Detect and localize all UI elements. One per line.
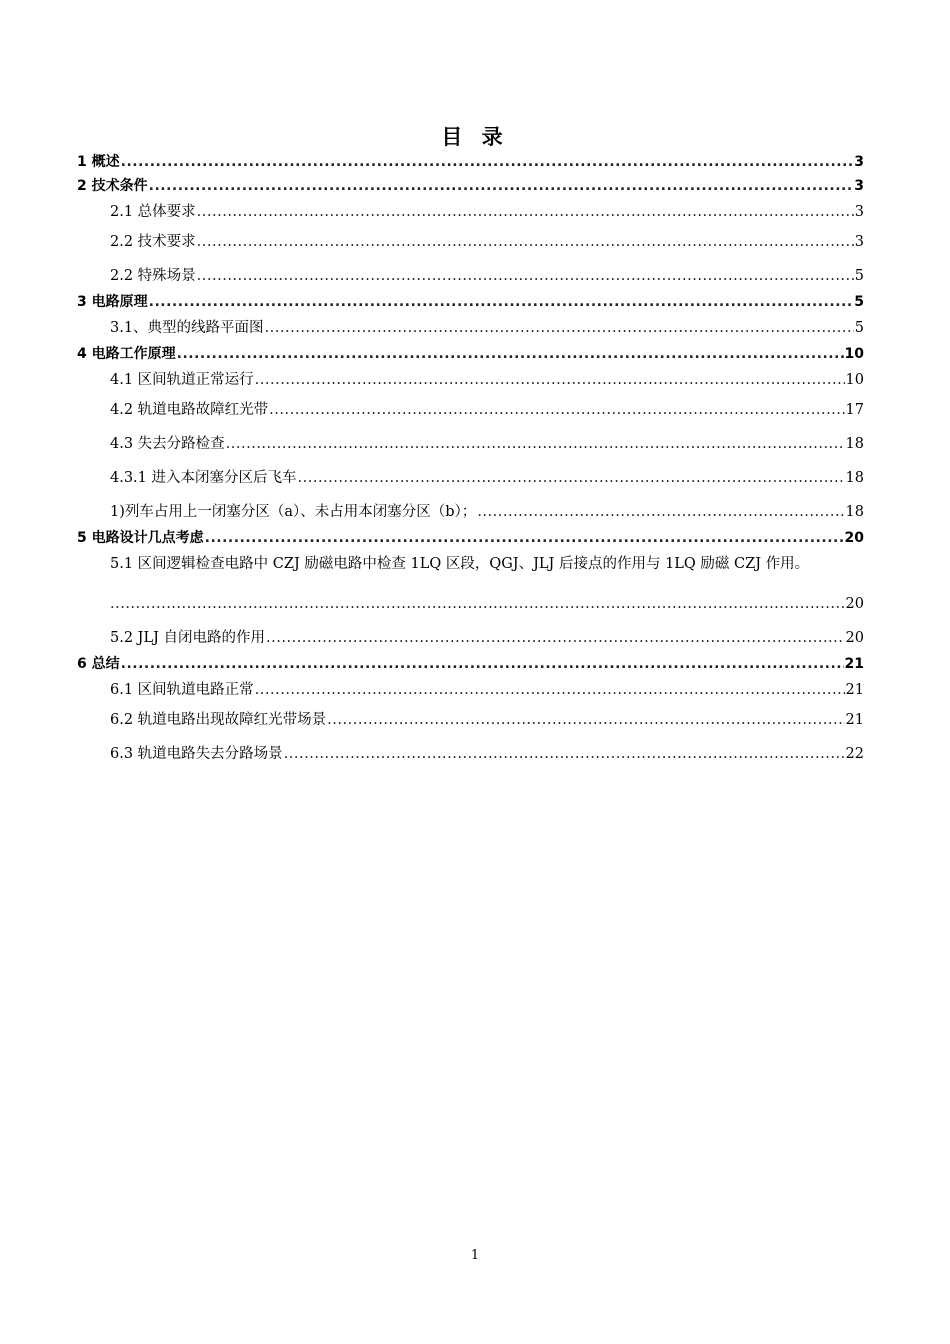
toc-entry-label: 6 总结 (77, 656, 120, 672)
dot-leader (110, 584, 845, 624)
toc-entry-label: 5.1 区间逻辑检查电路中 CZJ 励磁电路中检查 1LQ 区段，QGJ、JLJ 后接点的作用与 1LQ 励磁 CZJ 作用。 (110, 556, 810, 572)
toc-entry-4-3-1-case1[interactable] (77, 498, 864, 526)
toc-entry-6-3[interactable] (77, 740, 864, 774)
toc-entry-page: 20 (845, 596, 864, 612)
dot-leader (197, 228, 854, 256)
toc-entry-page: 3 (854, 178, 864, 194)
toc-entry-3-1[interactable] (77, 314, 864, 342)
dot-leader (149, 174, 854, 198)
toc-entry-page: 21 (844, 656, 864, 672)
toc-entry-page: 21 (845, 682, 864, 698)
toc-entry-label: 2 技术条件 (77, 178, 148, 194)
dot-leader (255, 676, 845, 704)
toc-entry-label: 2.2 特殊场景 (110, 268, 196, 284)
dot-leader (177, 342, 844, 366)
toc-title: 目 录 (441, 125, 509, 149)
toc-entry-6[interactable] (77, 652, 864, 676)
dot-leader (269, 396, 844, 424)
dot-leader (226, 430, 845, 458)
toc-entry-label: 6.1 区间轨道电路正常 (110, 682, 254, 698)
toc-entry-label: 1)列车占用上一闭塞分区（a）、未占用本闭塞分区（b）； (110, 504, 477, 520)
toc-entry-page: 10 (844, 346, 864, 362)
toc-entry-2-2-special[interactable] (77, 262, 864, 290)
toc-entry-page: 5 (854, 294, 864, 310)
toc-entry-page: 3 (854, 234, 864, 250)
toc-entry-page: 5 (854, 320, 864, 336)
toc-entry-label: 3 电路原理 (77, 294, 148, 310)
toc-entry-5-1[interactable] (77, 550, 864, 624)
toc-entry-5[interactable] (77, 526, 864, 550)
toc-entry-label: 4.1 区间轨道正常运行 (110, 372, 254, 388)
toc-entry-label: 2.2 技术要求 (110, 234, 196, 250)
dot-leader (477, 498, 844, 526)
toc-entry-4-2[interactable] (77, 396, 864, 430)
toc-entry-page: 18 (845, 504, 864, 520)
toc-entry-label: 5 电路设计几点考虑 (77, 530, 204, 546)
toc-entry-3[interactable] (77, 290, 864, 314)
dot-leader (149, 290, 854, 314)
toc-entry-continuation (77, 584, 864, 624)
dot-leader (197, 198, 854, 226)
dot-leader (205, 526, 844, 550)
toc-entry-1[interactable] (77, 150, 864, 174)
toc-entry-2[interactable] (77, 174, 864, 198)
toc-entry-page: 21 (845, 712, 864, 728)
toc-entry-label: 2.1 总体要求 (110, 204, 196, 220)
dot-leader (121, 652, 844, 676)
toc-entry-label: 5.2 JLJ 自闭电路的作用 (110, 630, 266, 646)
toc-entry-4-1[interactable] (77, 366, 864, 396)
toc-entry-label: 6.3 轨道电路失去分路场景 (110, 746, 283, 762)
toc-entry-6-2[interactable] (77, 706, 864, 740)
dot-leader (197, 262, 854, 290)
toc-entry-page: 17 (845, 402, 864, 418)
toc-entry-page: 3 (854, 204, 864, 220)
toc-entry-page: 20 (845, 630, 864, 646)
toc-entry-6-1[interactable] (77, 676, 864, 706)
dot-leader (327, 706, 844, 734)
dot-leader (266, 624, 845, 652)
toc-entry-page: 10 (845, 372, 864, 388)
toc-entry-4[interactable] (77, 342, 864, 366)
dot-leader (255, 366, 845, 394)
dot-leader (298, 464, 845, 492)
toc-entry-label: 4 电路工作原理 (77, 346, 176, 362)
toc-entry-page: 20 (844, 530, 864, 546)
toc-entry-label: 4.3.1 进入本闭塞分区后飞车 (110, 470, 297, 486)
toc-entry-page: 22 (845, 746, 864, 762)
table-of-contents (77, 150, 864, 774)
toc-entry-4-3[interactable] (77, 430, 864, 464)
toc-entry-2-1[interactable] (77, 198, 864, 228)
toc-entry-page: 3 (854, 154, 864, 170)
toc-entry-5-2[interactable] (77, 624, 864, 652)
toc-entry-label: 4.3 失去分路检查 (110, 436, 225, 452)
toc-entry-label: 6.2 轨道电路出现故障红光带场景 (110, 712, 327, 728)
toc-entry-label: 3.1、典型的线路平面图 (110, 320, 264, 336)
toc-entry-2-2[interactable] (77, 228, 864, 262)
toc-entry-4-3-1[interactable] (77, 464, 864, 498)
toc-entry-page: 18 (845, 436, 864, 452)
dot-leader (121, 150, 854, 174)
toc-entry-page: 5 (854, 268, 864, 284)
toc-entry-page: 18 (845, 470, 864, 486)
toc-entry-label: 1 概述 (77, 154, 120, 170)
toc-entry-label: 4.2 轨道电路故障红光带 (110, 402, 269, 418)
page-number: 1 (470, 1248, 480, 1263)
dot-leader (284, 740, 845, 768)
dot-leader (265, 314, 854, 342)
